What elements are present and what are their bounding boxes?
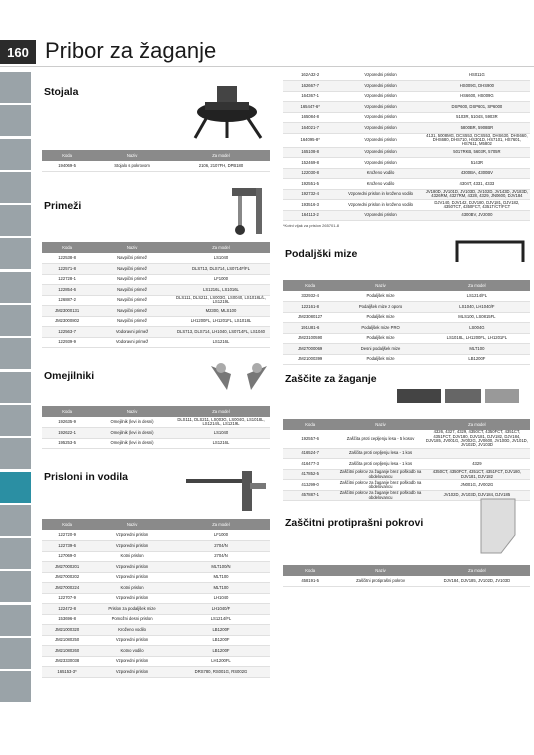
cell-code: 122571-8: [42, 264, 92, 275]
protiprasni-table: [283, 565, 530, 587]
chapter-tab[interactable]: [0, 505, 31, 536]
table-row: [283, 102, 530, 113]
cell-model: 5800BR, 5908BR: [424, 123, 530, 134]
cell-name: Zaščitni pokrov za žaganje brez poškodb na obdelovancu: [337, 490, 423, 501]
table-row: [42, 583, 270, 594]
col-name: Naziv: [92, 406, 172, 417]
chapter-tab[interactable]: [0, 438, 31, 469]
table-row: [42, 614, 270, 625]
cell-name: Zaščitni pokrov za žaganje brez poškodb na obdelovancu: [337, 469, 423, 480]
omejilniki-title: Omejilniki: [44, 370, 95, 382]
cell-code: JM27000069: [283, 344, 337, 355]
chapter-tab[interactable]: [0, 605, 31, 636]
table-row: [42, 541, 270, 552]
col-code: Koda: [283, 280, 337, 291]
cell-model: 2106, 2107FH, DPB180: [172, 161, 270, 172]
cell-code: 127069-0: [42, 551, 92, 562]
chapter-tab[interactable]: [0, 238, 31, 269]
cell-name: Vzporedni prislon: [337, 158, 423, 169]
table-footnote: *Kotni vijak za prislon 265701-8: [283, 223, 340, 229]
table-row: [283, 147, 530, 158]
chapter-sidebar: [0, 72, 31, 705]
table-row: [283, 179, 530, 190]
cell-code: 192732-4: [283, 189, 337, 200]
cell-code: 416524-7: [283, 448, 337, 459]
cell-name: Vzporedni prislon: [92, 667, 172, 678]
cell-model: MLT100/N: [172, 562, 270, 573]
cell-name: Navpični primež: [92, 306, 172, 317]
cell-model: MLS100, LS0815FL: [424, 312, 530, 323]
primezi-table: [42, 242, 270, 348]
table-row: [42, 428, 270, 439]
cell-name: Stojalo s pokrovom: [92, 161, 172, 172]
table-row: [283, 189, 530, 200]
zascite-title: Zaščite za žaganje: [285, 373, 377, 386]
chapter-tab[interactable]: [0, 372, 31, 403]
table-row: [283, 123, 530, 134]
cell-code: 122538-8: [42, 253, 92, 264]
cell-model: 4326, 4327, 4329, 4350CT, 4350FCT, 4351CT, 4351FCT, DJV180, DJV181, DJV182, DJV184, DJV185, JV001G, JV002G, JV0600, JV100D, JV101D, JV102D, JV103D: [424, 430, 530, 448]
cell-model: 4304T, 4331, 4333: [424, 179, 530, 190]
table-row: [283, 91, 530, 102]
col-code: Koda: [283, 565, 337, 576]
cell-model: HS011G: [424, 70, 530, 81]
chapter-tab[interactable]: [0, 671, 31, 702]
cell-model: LH1200FL: [172, 656, 270, 667]
table-row: [42, 264, 270, 275]
table-row: [283, 70, 530, 81]
cell-model: 5103R, 5104S, 5903R: [424, 112, 530, 123]
table-row: [283, 354, 530, 365]
cell-model: 2704/N: [172, 541, 270, 552]
cell-name: Kroženo vodilo: [337, 168, 423, 179]
col-name: Naziv: [337, 419, 423, 430]
table-row: [42, 562, 270, 573]
cell-code: 153696-8: [42, 614, 92, 625]
table-row: [283, 200, 530, 211]
cell-name: Vzporedni prislon: [337, 123, 423, 134]
cell-name: Vzporedni prislon: [337, 70, 423, 81]
prisloni-table: [42, 519, 270, 678]
table-extension-image: [453, 232, 529, 268]
cell-model: LS1216L, LS1016L: [172, 285, 270, 296]
cell-model: LS1018L, LH1200FL, LH1201FL: [424, 333, 530, 344]
cell-model: LS1216L: [172, 438, 270, 449]
cell-name: Vzporedni prislon: [92, 541, 172, 552]
cell-code: 165084-8: [283, 112, 337, 123]
cell-name: Zaščitni protiprašni pokrov: [337, 576, 423, 587]
cell-model: 4300BV, JV2000: [424, 210, 530, 221]
cell-model: 4300BA, 4300BV: [424, 168, 530, 179]
cell-name: Vzporedni prislon: [92, 635, 172, 646]
chapter-tab[interactable]: [0, 205, 31, 236]
page-title: Pribor za žaganje: [45, 38, 217, 63]
cell-model: [424, 448, 530, 459]
guide-rail-image: [182, 465, 270, 515]
table-row: [42, 635, 270, 646]
page-number: 160: [0, 40, 36, 64]
chapter-tab[interactable]: [0, 571, 31, 602]
stojala-title: Stojala: [44, 86, 79, 98]
table-row: [42, 593, 270, 604]
cell-name: Navpični primež: [92, 316, 172, 327]
cell-name: Vzporedni prislon: [337, 112, 423, 123]
cell-model: HS009G, DHS900: [424, 81, 530, 92]
col-name: Naziv: [337, 280, 423, 291]
table-row: [42, 625, 270, 636]
cell-model: LS1040: [172, 428, 270, 439]
prisloni-cont-table: [283, 70, 530, 221]
cell-name: Vzporedni prislon: [92, 572, 172, 583]
cell-name: Podaljšek mize: [337, 312, 423, 323]
cell-model: DLS713, DLS714, LH1040, LS0714FL, LS1040: [172, 327, 270, 338]
cell-code: JM23330038: [42, 656, 92, 667]
cell-model: MLT100: [172, 583, 270, 594]
table-row: [42, 551, 270, 562]
col-name: Naziv: [92, 519, 172, 530]
cell-model: MLT100: [172, 572, 270, 583]
cell-code: JM21080250: [42, 635, 92, 646]
cell-code: 122030-8: [283, 168, 337, 179]
table-row: [283, 158, 530, 169]
col-model: Za model: [424, 280, 530, 291]
cell-model: LS004G: [424, 323, 530, 334]
cell-model: M2300, MLS100: [172, 306, 270, 317]
cell-model: 4350CT, 4350FCT, 4351CT, 4351FCT, DJV180, DJV181, DJV182: [424, 469, 530, 480]
cell-name: Kotno vodilo: [92, 646, 172, 657]
cell-model: LH1200FL, LH1201FL, LS1018L: [172, 316, 270, 327]
chapter-tab[interactable]: [0, 72, 31, 103]
stojala-table: [42, 150, 270, 172]
cell-name: Pomožni desni prislon: [92, 614, 172, 625]
cell-model: LF1000: [172, 530, 270, 541]
cell-code: 126887-2: [42, 295, 92, 306]
cell-name: Navpični primež: [92, 285, 172, 296]
col-model: Za model: [172, 150, 270, 161]
col-code: Koda: [42, 242, 92, 253]
cell-name: Zaščita proti cepljenju lesa - 1 kos: [337, 459, 423, 470]
col-name: Naziv: [92, 150, 172, 161]
cell-name: Vzporedni prislon: [337, 210, 423, 221]
cell-model: 4131, 5008MG, DCS553, DCS553, DHS630, DHS660, DHS680, DHS710, HS301D, HS7101, HS7601, HS7611, M5802: [424, 133, 530, 147]
cell-model: LS1214/FL: [424, 291, 530, 302]
cell-code: 122854-6: [42, 285, 92, 296]
cell-name: Vzporedni prislon: [92, 562, 172, 573]
table-row: [42, 253, 270, 264]
cell-code: JM23000131: [42, 306, 92, 317]
table-row: [42, 572, 270, 583]
chapter-tab[interactable]: [0, 172, 31, 203]
cell-name: Vodoravni primež: [92, 337, 172, 348]
cell-code: JM27000201: [42, 562, 92, 573]
table-row: [42, 337, 270, 348]
cell-code: JM21000399: [283, 354, 337, 365]
cell-model: LH1040: [172, 593, 270, 604]
cell-code: 164095-8*: [283, 133, 337, 147]
cell-code: 122720-9: [42, 530, 92, 541]
chapter-tab[interactable]: [0, 105, 31, 136]
cell-name: Vzporedni prislon: [337, 102, 423, 113]
cell-name: Prislon za podaljšek mize: [92, 604, 172, 615]
cell-code: 122707-9: [42, 593, 92, 604]
col-model: Za model: [172, 406, 270, 417]
table-row: [283, 448, 530, 459]
table-row: [42, 316, 270, 327]
cell-name: Navpični primež: [92, 274, 172, 285]
cell-code: 152469-8: [283, 158, 337, 169]
cell-name: Vzporedni prislon: [92, 656, 172, 667]
cell-code: 165447-6*: [283, 102, 337, 113]
cell-code: 122728-1: [42, 274, 92, 285]
chapter-tab[interactable]: [0, 305, 31, 336]
cell-code: 192635-9: [42, 417, 92, 428]
cell-code: JM21080260: [42, 646, 92, 657]
table-row: [283, 210, 530, 221]
cell-code: JM27000202: [42, 572, 92, 583]
table-row: [42, 274, 270, 285]
col-name: Naziv: [337, 565, 423, 576]
primezi-title: Primeži: [44, 200, 82, 212]
cell-model: LB1200F: [172, 635, 270, 646]
cell-name: Zaščita proti cepljenju lesa - 5 kosov: [337, 430, 423, 448]
cell-name: Kotni prislon: [92, 583, 172, 594]
cell-name: Vzporedni prislon: [337, 91, 423, 102]
cell-name: Podaljšek mize z oporo: [337, 302, 423, 313]
cell-code: JM23080127: [283, 312, 337, 323]
cell-name: Navpični primež: [92, 264, 172, 275]
table-row: [42, 646, 270, 657]
zascite-table: [283, 419, 530, 501]
cell-name: Vzporedni prislon: [337, 133, 423, 147]
col-code: Koda: [283, 419, 337, 430]
header-rule: [0, 66, 534, 67]
cell-name: Navpični primež: [92, 295, 172, 306]
cell-name: Kotni prislon: [92, 551, 172, 562]
cell-name: Navpični primež: [92, 253, 172, 264]
cell-model: DRS780, RS001G, RS002G: [172, 667, 270, 678]
cell-model: 5143R: [424, 158, 530, 169]
cell-model: LS1040, LH1040/F: [424, 302, 530, 313]
cell-code: 162667-7: [283, 81, 337, 92]
cell-model: DLS111, DLS211, LS003G, LS004G, LS1018L, LS1214/L, LS1219L: [172, 417, 270, 428]
cell-model: JV102D, JV103D, DJV184, DJV185: [424, 490, 530, 501]
stop-image: [207, 356, 271, 396]
podaljski-table: [283, 280, 530, 365]
cell-code: 194069-5: [42, 161, 92, 172]
cell-code: 416477-3: [283, 459, 337, 470]
table-row: [283, 430, 530, 448]
cell-code: 122739-6: [42, 541, 92, 552]
cell-name: Zaščitni pokrov za žaganje brez poškodb na obdelovancu: [337, 480, 423, 491]
cell-model: DJV184, DJV185, JV102D, JV103D: [424, 576, 530, 587]
chapter-tab[interactable]: [0, 405, 31, 436]
right-column: [283, 70, 530, 587]
cell-name: Kroženo vodilo: [92, 625, 172, 636]
podaljski-title: Podaljški mize: [285, 248, 358, 261]
chapter-tab[interactable]: [0, 338, 31, 369]
cell-code: 191U81-6: [283, 323, 337, 334]
cell-code: 417852-5: [283, 469, 337, 480]
table-row: [283, 81, 530, 92]
cell-code: JM27000224: [42, 583, 92, 594]
cell-model: LF1000: [172, 274, 270, 285]
table-row: [283, 480, 530, 491]
cell-name: Desni podaljšek mize: [337, 344, 423, 355]
cell-model: LB1200F: [172, 646, 270, 657]
clamp-image: [222, 184, 272, 239]
cell-name: Vodoravni primež: [92, 327, 172, 338]
prisloni-title: Prisloni in vodila: [44, 471, 129, 483]
cell-code: JM21000320: [42, 625, 92, 636]
table-row: [42, 285, 270, 296]
cell-code: 165108-8: [283, 147, 337, 158]
table-row: [42, 530, 270, 541]
table-row: [283, 469, 530, 480]
cell-model: LS1214/FL: [172, 614, 270, 625]
cell-model: HS6600, HS009G: [424, 91, 530, 102]
table-row: [283, 344, 530, 355]
table-row: [283, 302, 530, 313]
dust-cover-image: [473, 495, 523, 559]
cell-code: 192557-6: [283, 430, 337, 448]
table-row: [283, 312, 530, 323]
cell-name: Omejilnik (levi in desni): [92, 417, 172, 428]
cell-name: Podaljšek mize: [337, 333, 423, 344]
table-row: [283, 168, 530, 179]
cell-code: 195253-5: [42, 438, 92, 449]
table-row: [283, 112, 530, 123]
cell-code: 122563-7: [42, 327, 92, 338]
col-model: Za model: [424, 419, 530, 430]
cell-code: 164021-7: [283, 123, 337, 134]
protiprasni-title: Zaščitni protiprašni pokrovi: [285, 517, 424, 530]
cell-name: Vzporedni prislon: [337, 147, 423, 158]
table-row: [42, 604, 270, 615]
cell-model: DLS111, DLS211, LS003G, LS0040, LS1018L/L, LS1219L: [172, 295, 270, 306]
col-model: Za model: [172, 242, 270, 253]
cell-name: Zaščita proti cepljenju lesa - 1 kos: [337, 448, 423, 459]
cell-name: Vzporedni prislon: [337, 81, 423, 92]
table-row: [42, 306, 270, 317]
col-name: Naziv: [92, 242, 172, 253]
table-row: [283, 291, 530, 302]
cell-model: 5017RKB, 5603R, 5705R: [424, 147, 530, 158]
table-row: [42, 327, 270, 338]
cell-model: DLS713, DLS714, LS0714F/FL: [172, 264, 270, 275]
chapter-tab[interactable]: [0, 638, 31, 669]
col-code: Koda: [42, 150, 92, 161]
left-column: [42, 72, 270, 678]
cell-model: LB1200F: [424, 354, 530, 365]
cell-name: Podaljšek mize: [337, 354, 423, 365]
table-row: [42, 161, 270, 172]
cell-model: DSP600, DSP601, SP6000: [424, 102, 530, 113]
cell-model: DJV140, DJV142, DJV180, DJV181, DJV182, 4350TCT, 4350FCT, 4351T/CT/FCT: [424, 200, 530, 211]
chapter-tab[interactable]: [0, 272, 31, 303]
saw-stand-image: [187, 72, 267, 142]
cell-name: Vzporedni prislon: [92, 530, 172, 541]
cell-model: 4329: [424, 459, 530, 470]
cell-model: LB1200F: [172, 625, 270, 636]
table-row: [283, 333, 530, 344]
col-model: Za model: [172, 519, 270, 530]
col-model: Za model: [424, 565, 530, 576]
cell-code: 122472-8: [42, 604, 92, 615]
cell-model: LH1040/F: [172, 604, 270, 615]
cell-name: Podaljšek mize PRO: [337, 323, 423, 334]
cell-model: JV180D, JV101D, JV103D, JV102D, JV143D, JV183D, 4326RM, 4327RM, 4328, 4329, JN0600, DJV184: [424, 189, 530, 200]
cell-name: Omejilnik (levi in desni): [92, 428, 172, 439]
cell-name: Omejilnik (levi in desni): [92, 438, 172, 449]
table-row: [283, 459, 530, 470]
cell-code: 458191-5: [283, 576, 337, 587]
cell-code: 457887-1: [283, 490, 337, 501]
cell-model: MLT100: [424, 344, 530, 355]
chapter-tab[interactable]: [0, 538, 31, 569]
cell-name: Vzporedni prislon in kroženo vodilo: [337, 189, 423, 200]
cell-model: LS1216L: [172, 337, 270, 348]
cell-model: JN001G, JV002G: [424, 480, 530, 491]
cell-code: JM23100590: [283, 333, 337, 344]
cell-code: 193516-3: [283, 200, 337, 211]
cell-name: Kroženo vodilo: [337, 179, 423, 190]
cell-code: 192551-5: [283, 179, 337, 190]
cell-code: 164367-1: [283, 91, 337, 102]
cell-model: 2704/N: [172, 551, 270, 562]
cell-name: Vzporedni prislon: [92, 593, 172, 604]
cell-model: LS1040: [172, 253, 270, 264]
table-row: [283, 133, 530, 147]
cell-code: JM23000802: [42, 316, 92, 327]
table-row: [42, 667, 270, 678]
col-code: Koda: [42, 406, 92, 417]
chapter-tab[interactable]: [0, 472, 31, 503]
table-row: [42, 295, 270, 306]
table-row: [42, 656, 270, 667]
cell-code: 162A32-2: [283, 70, 337, 81]
table-row: [283, 576, 530, 587]
cell-code: 122161-8: [283, 302, 337, 313]
table-row: [42, 417, 270, 428]
table-row: [283, 323, 530, 334]
cell-name: Vzporedni prislon in kroženo vodilo: [337, 200, 423, 211]
cell-code: 122939-9: [42, 337, 92, 348]
omejilniki-table: [42, 406, 270, 449]
cell-code: 192622-1: [42, 428, 92, 439]
cell-code: 164113-2: [283, 210, 337, 221]
cell-code: 332932-4: [283, 291, 337, 302]
chapter-tab[interactable]: [0, 139, 31, 170]
cell-code: 413J99-0: [283, 480, 337, 491]
col-code: Koda: [42, 519, 92, 530]
splinter-guard-image: [393, 385, 523, 417]
cell-name: Podaljšek mize: [337, 291, 423, 302]
table-row: [42, 438, 270, 449]
cell-code: 165153-3*: [42, 667, 92, 678]
